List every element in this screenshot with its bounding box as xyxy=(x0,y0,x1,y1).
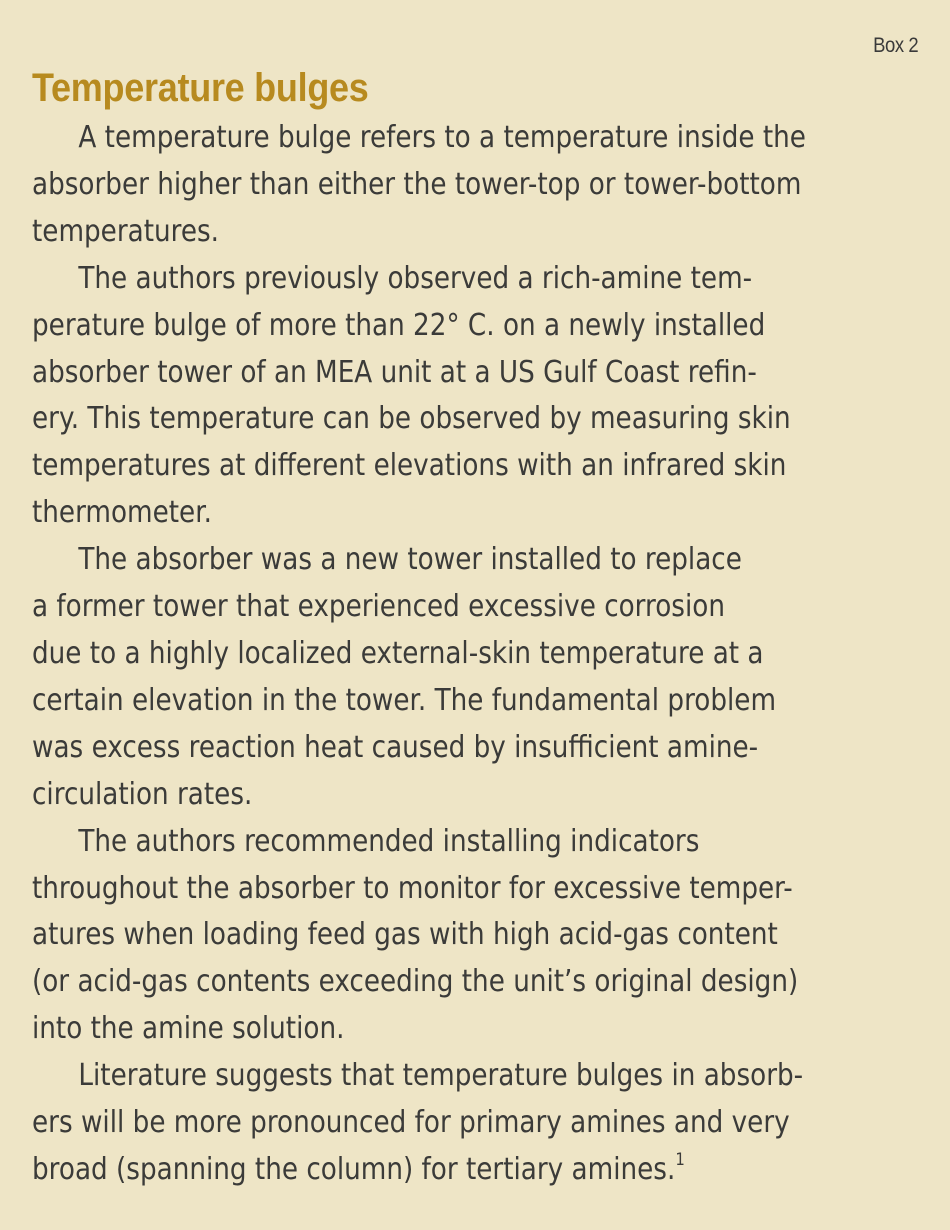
text-line: absorber tower of an MEA unit at a US Gulf Coast refin- xyxy=(32,354,757,390)
paragraph-1 xyxy=(32,115,916,256)
text-line: was excess reaction heat caused by insufficient amine- xyxy=(32,729,759,765)
footnote-ref: 1 xyxy=(675,1149,685,1170)
text-line: certain elevation in the tower. The fundamental problem xyxy=(32,682,777,718)
text-line: ers will be more pronounced for primary amines and very xyxy=(32,1105,790,1141)
text-line: The absorber was a new tower installed to replace xyxy=(78,542,742,578)
text-line: (or acid-gas contents exceeding the unit’s original design) xyxy=(32,964,799,1000)
text-line: Literature suggests that temperature bulges in absorb- xyxy=(78,1058,804,1094)
text-line: thermometer. xyxy=(32,495,212,531)
paragraph-4 xyxy=(32,819,916,1054)
text-line: The authors previously observed a rich-amine tem- xyxy=(78,260,753,296)
text-line: throughout the absorber to monitor for excessive temper- xyxy=(32,870,793,906)
text-line: absorber higher than either the tower-top or tower-bottom xyxy=(32,166,802,202)
text-line: due to a highly localized external-skin temperature at a xyxy=(32,635,764,671)
text-line: temperatures. xyxy=(32,213,220,249)
text-line: temperatures at different elevations with an infrared skin xyxy=(32,448,787,484)
box-body xyxy=(32,115,916,1194)
box-title: Temperature bulges xyxy=(32,66,369,110)
paragraph-2 xyxy=(32,256,916,537)
text-line: into the amine solution. xyxy=(32,1011,345,1047)
text-line: ery. This temperature can be observed by measuring skin xyxy=(32,401,791,437)
text-line: a former tower that experienced excessive corrosion xyxy=(32,589,725,625)
text-line: perature bulge of more than 22° C. on a newly installed xyxy=(32,307,766,343)
box-label: Box 2 xyxy=(872,34,918,57)
text-line: A temperature bulge refers to a temperature inside the xyxy=(78,120,806,155)
text-line: atures when loading feed gas with high acid-gas content xyxy=(32,917,778,953)
paragraph-5 xyxy=(32,1053,916,1194)
text-line-last xyxy=(32,1147,916,1194)
paragraph-3 xyxy=(32,537,916,818)
text-line-content: broad (spanning the column) for tertiary amines. xyxy=(32,1151,676,1187)
text-line: The authors recommended installing indicators xyxy=(78,823,700,859)
text-line: circulation rates. xyxy=(32,776,253,812)
